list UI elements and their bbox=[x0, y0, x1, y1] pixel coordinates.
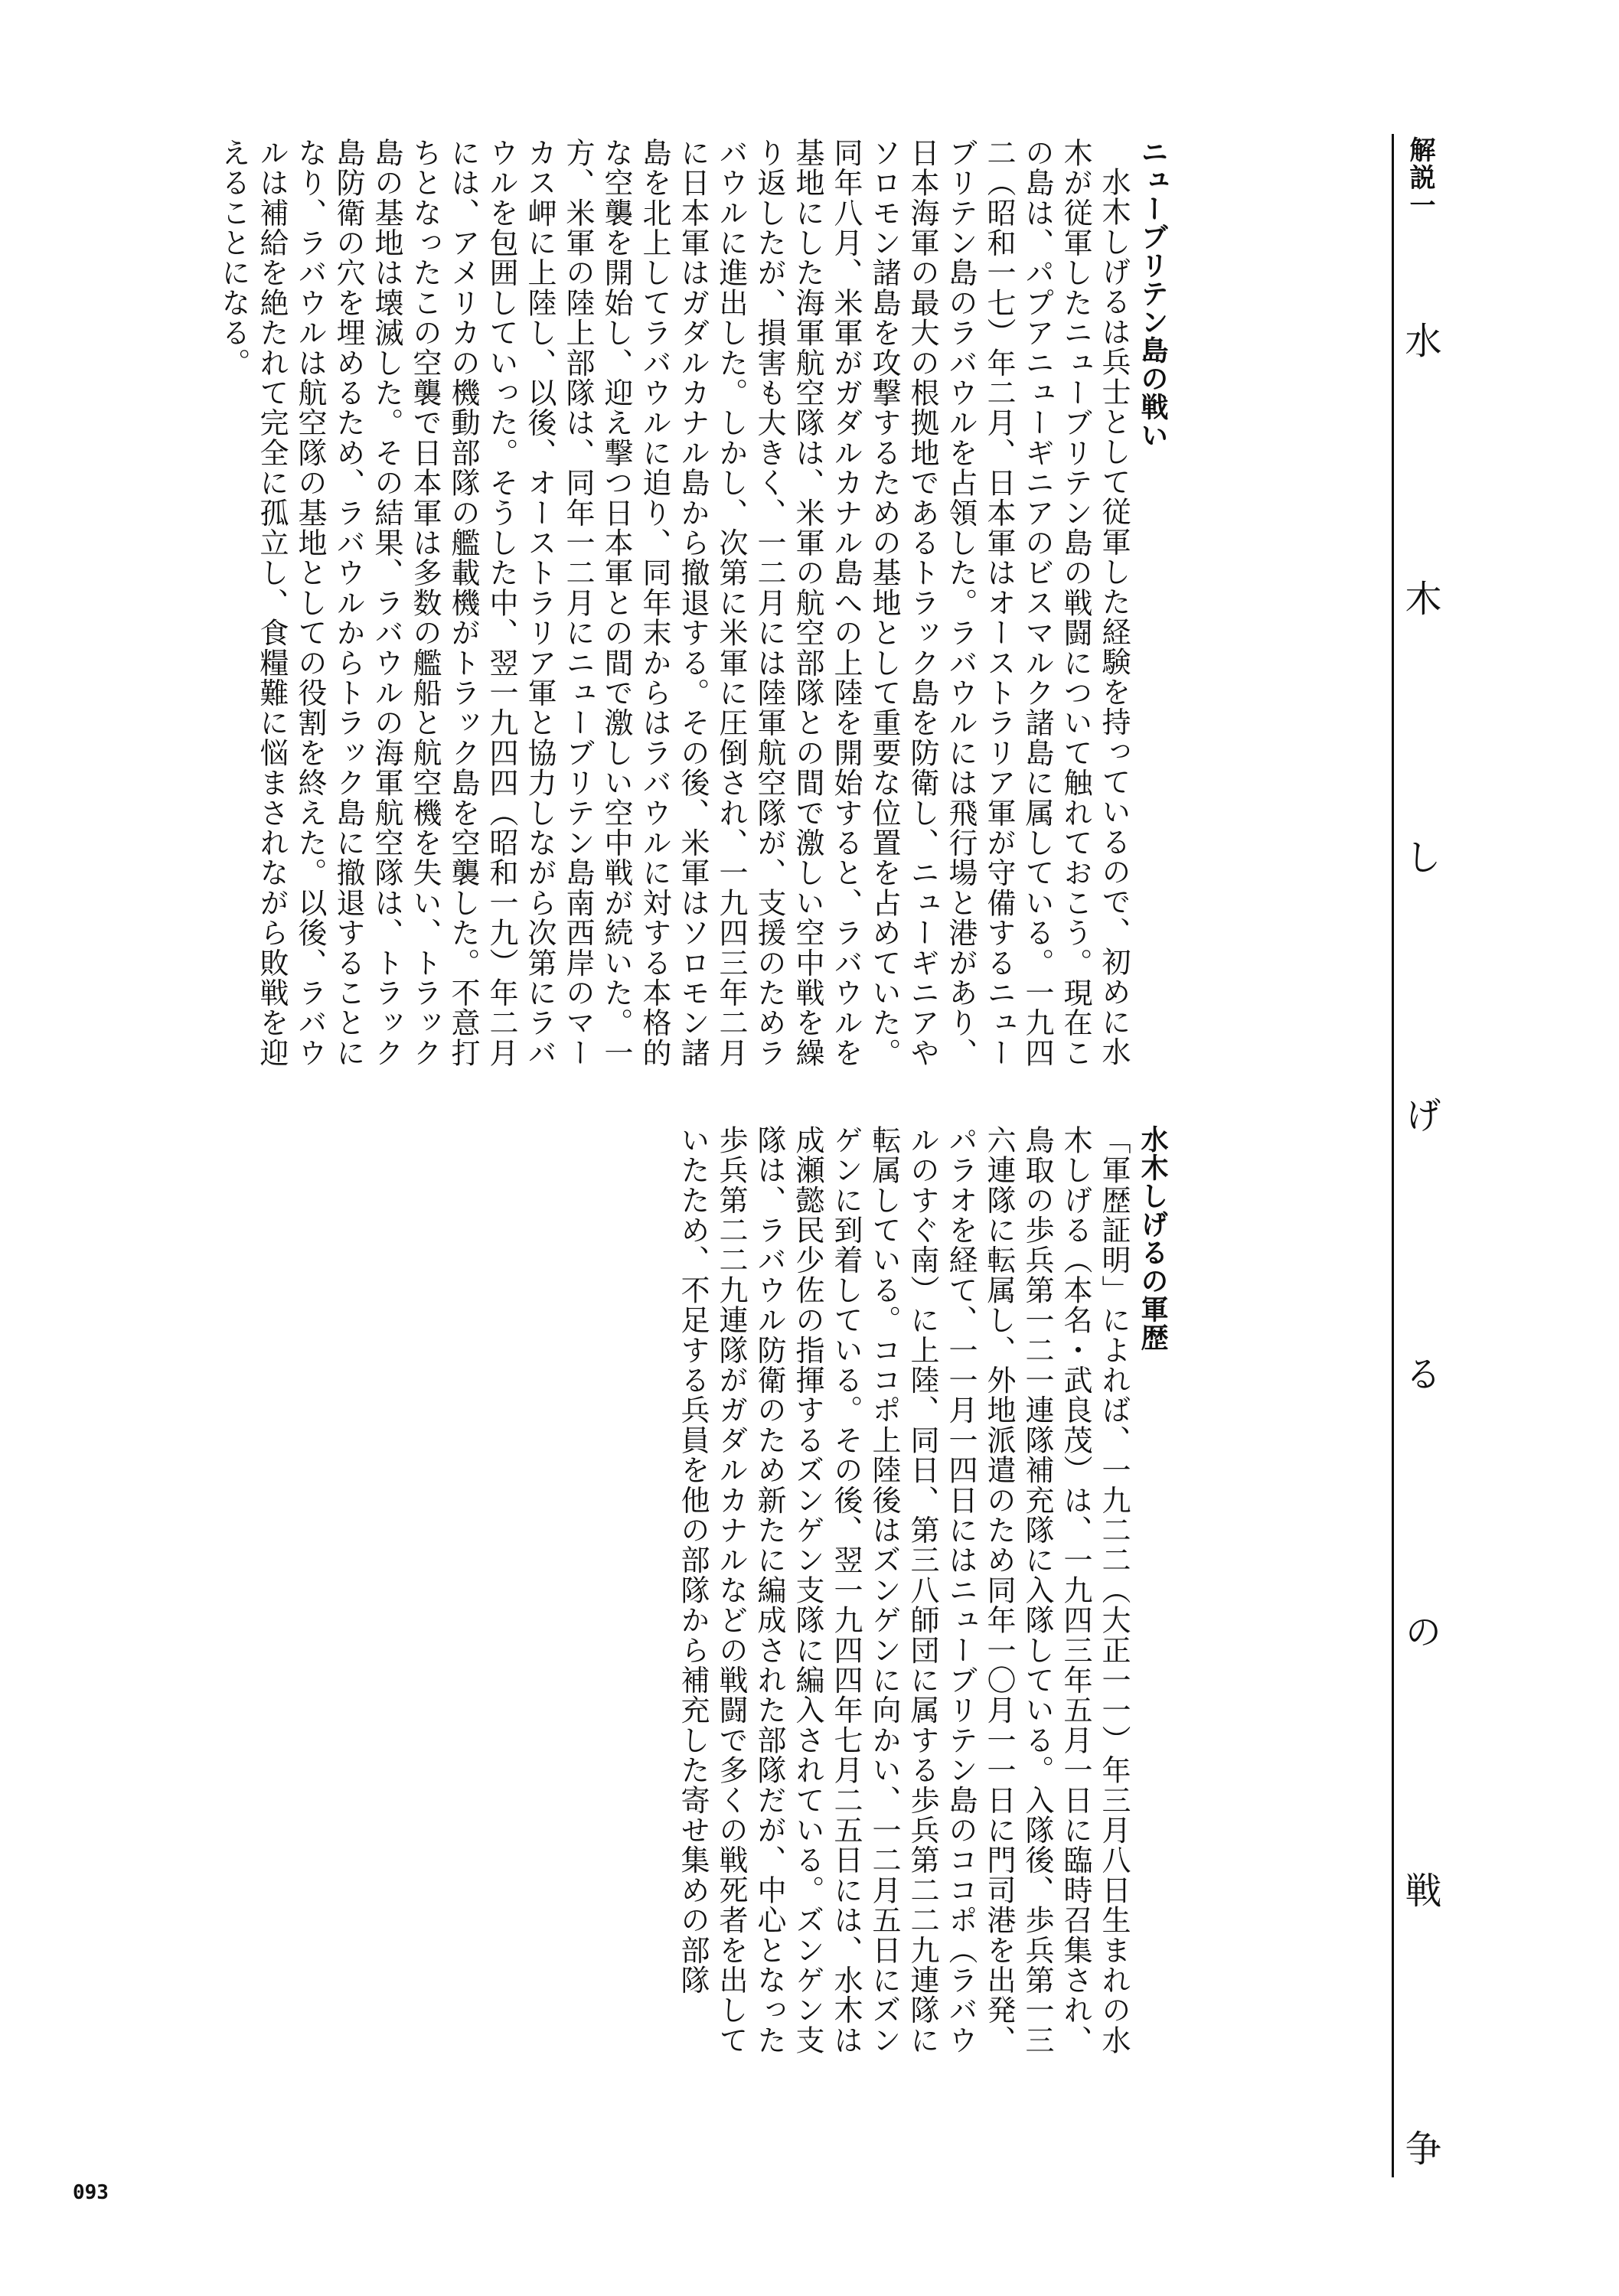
series-title-char: し bbox=[1399, 837, 1441, 875]
series-title-char: る bbox=[1399, 1354, 1441, 1391]
series-title-char: げ bbox=[1399, 1096, 1441, 1133]
text-column-upper bbox=[176, 138, 1171, 1094]
series-title-char: の bbox=[1399, 1613, 1441, 1650]
series-title-char: 木 bbox=[1399, 579, 1441, 617]
section-heading-military-career: 水木しげるの軍歴 bbox=[1137, 1125, 1168, 1352]
section-label: 解説一 bbox=[1405, 136, 1435, 219]
series-title-char: 戦 bbox=[1399, 1870, 1441, 1908]
series-title bbox=[1393, 321, 1447, 2166]
text-column-lower bbox=[69, 1125, 1171, 2082]
page-number: 093 bbox=[73, 2181, 109, 2204]
section-heading-new-britain: ニューブリテン島の戦い bbox=[1137, 138, 1168, 449]
paragraph: 「軍歴証明」によれば、一九二二（大正一一）年三月八日生まれの水木しげる（本名・武良茂）は、一九四三年五月一日に臨時召集され、鳥取の歩兵第一二一連隊補充隊に入隊している。入隊後、歩兵第一三六連隊に転属し、外地派遣のため同年一〇月一一日に門司港を出発、パラオを経て、一一月一四日にはニューブリテン島のココポ（ラバウルのすぐ南）に上陸、同日、第三八師団に属する歩兵第二二九連隊に転属している。ココポ上陸後はズンゲンに向かい、一二月五日にズンゲンに到着している。その後、翌一九四四年七月二五日には、水木は成瀬懿民少佐の指揮するズンゲン支隊に編入されている。ズンゲン支隊は、ラバウル防衛のため新たに編成された部隊だが、中心となった歩兵第二二九連隊がガダルカナルなどの戦闘で多くの戦死者を出していたため、不足する兵員を他の部隊から補充した寄せ集めの部隊 bbox=[676, 1125, 1131, 2056]
paragraph: 水木しげるは兵士として従軍した経験を持っているので、初めに水木が従軍したニューブリテン島の戦闘について触れておこう。現在この島は、パプアニューギニアのビスマルク諸島に属している。一九四二（昭和一七）年二月、日本軍はオーストラリア軍が守備するニューブリテン島のラバウルを占領した。ラバウルには飛行場と港があり、日本海軍の最大の根拠地であるトラック島を防衛し、ニューギニアやソロモン諸島を攻撃するための基地として重要な位置を占めていた。同年八月、米軍がガダルカナル島への上陸を開始すると、ラバウルを基地にした海軍航空隊は、米軍の航空部隊との間で激しい空中戦を繰り返したが、損害も大きく、一二月には陸軍航空隊が、支援のためラバウルに進出した。しかし、次第に米軍に圧倒され、一九四三年二月に日本軍はガダルカナル島から撤退する。その後、米軍はソロモン諸島を北上してラバウルに迫り、同年末からはラバウルに対する本格的な空襲を開始し、迎え撃つ日本軍との間で激しい空中戦が続いた。一方、米軍の陸上部隊は、同年一二月にニューブリテン島南西岸のマーカス岬に上陸し、以後、オーストラリア軍と協力しながら次第にラバウルを包囲していった。そうした中、翌一九四四（昭和一九）年二月には、アメリカの機動部隊の艦載機がトラック島を空襲した。不意打ちとなったこの空襲で日本軍は多数の艦船と航空機を失い、トラック島の基地は壊滅した。その結果、ラバウルの海軍航空隊は、トラック島防衛の穴を埋めるため、ラバウルからトラック島に撤退することになり、ラバウルは航空隊の基地としての役割を終えた。以後、ラバウルは補給を絶たれて完全に孤立し、食糧難に悩まされながら敗戦を迎えることになる。 bbox=[217, 138, 1131, 1068]
series-title-char: 水 bbox=[1399, 321, 1441, 358]
series-title-char: 争 bbox=[1399, 2128, 1441, 2166]
